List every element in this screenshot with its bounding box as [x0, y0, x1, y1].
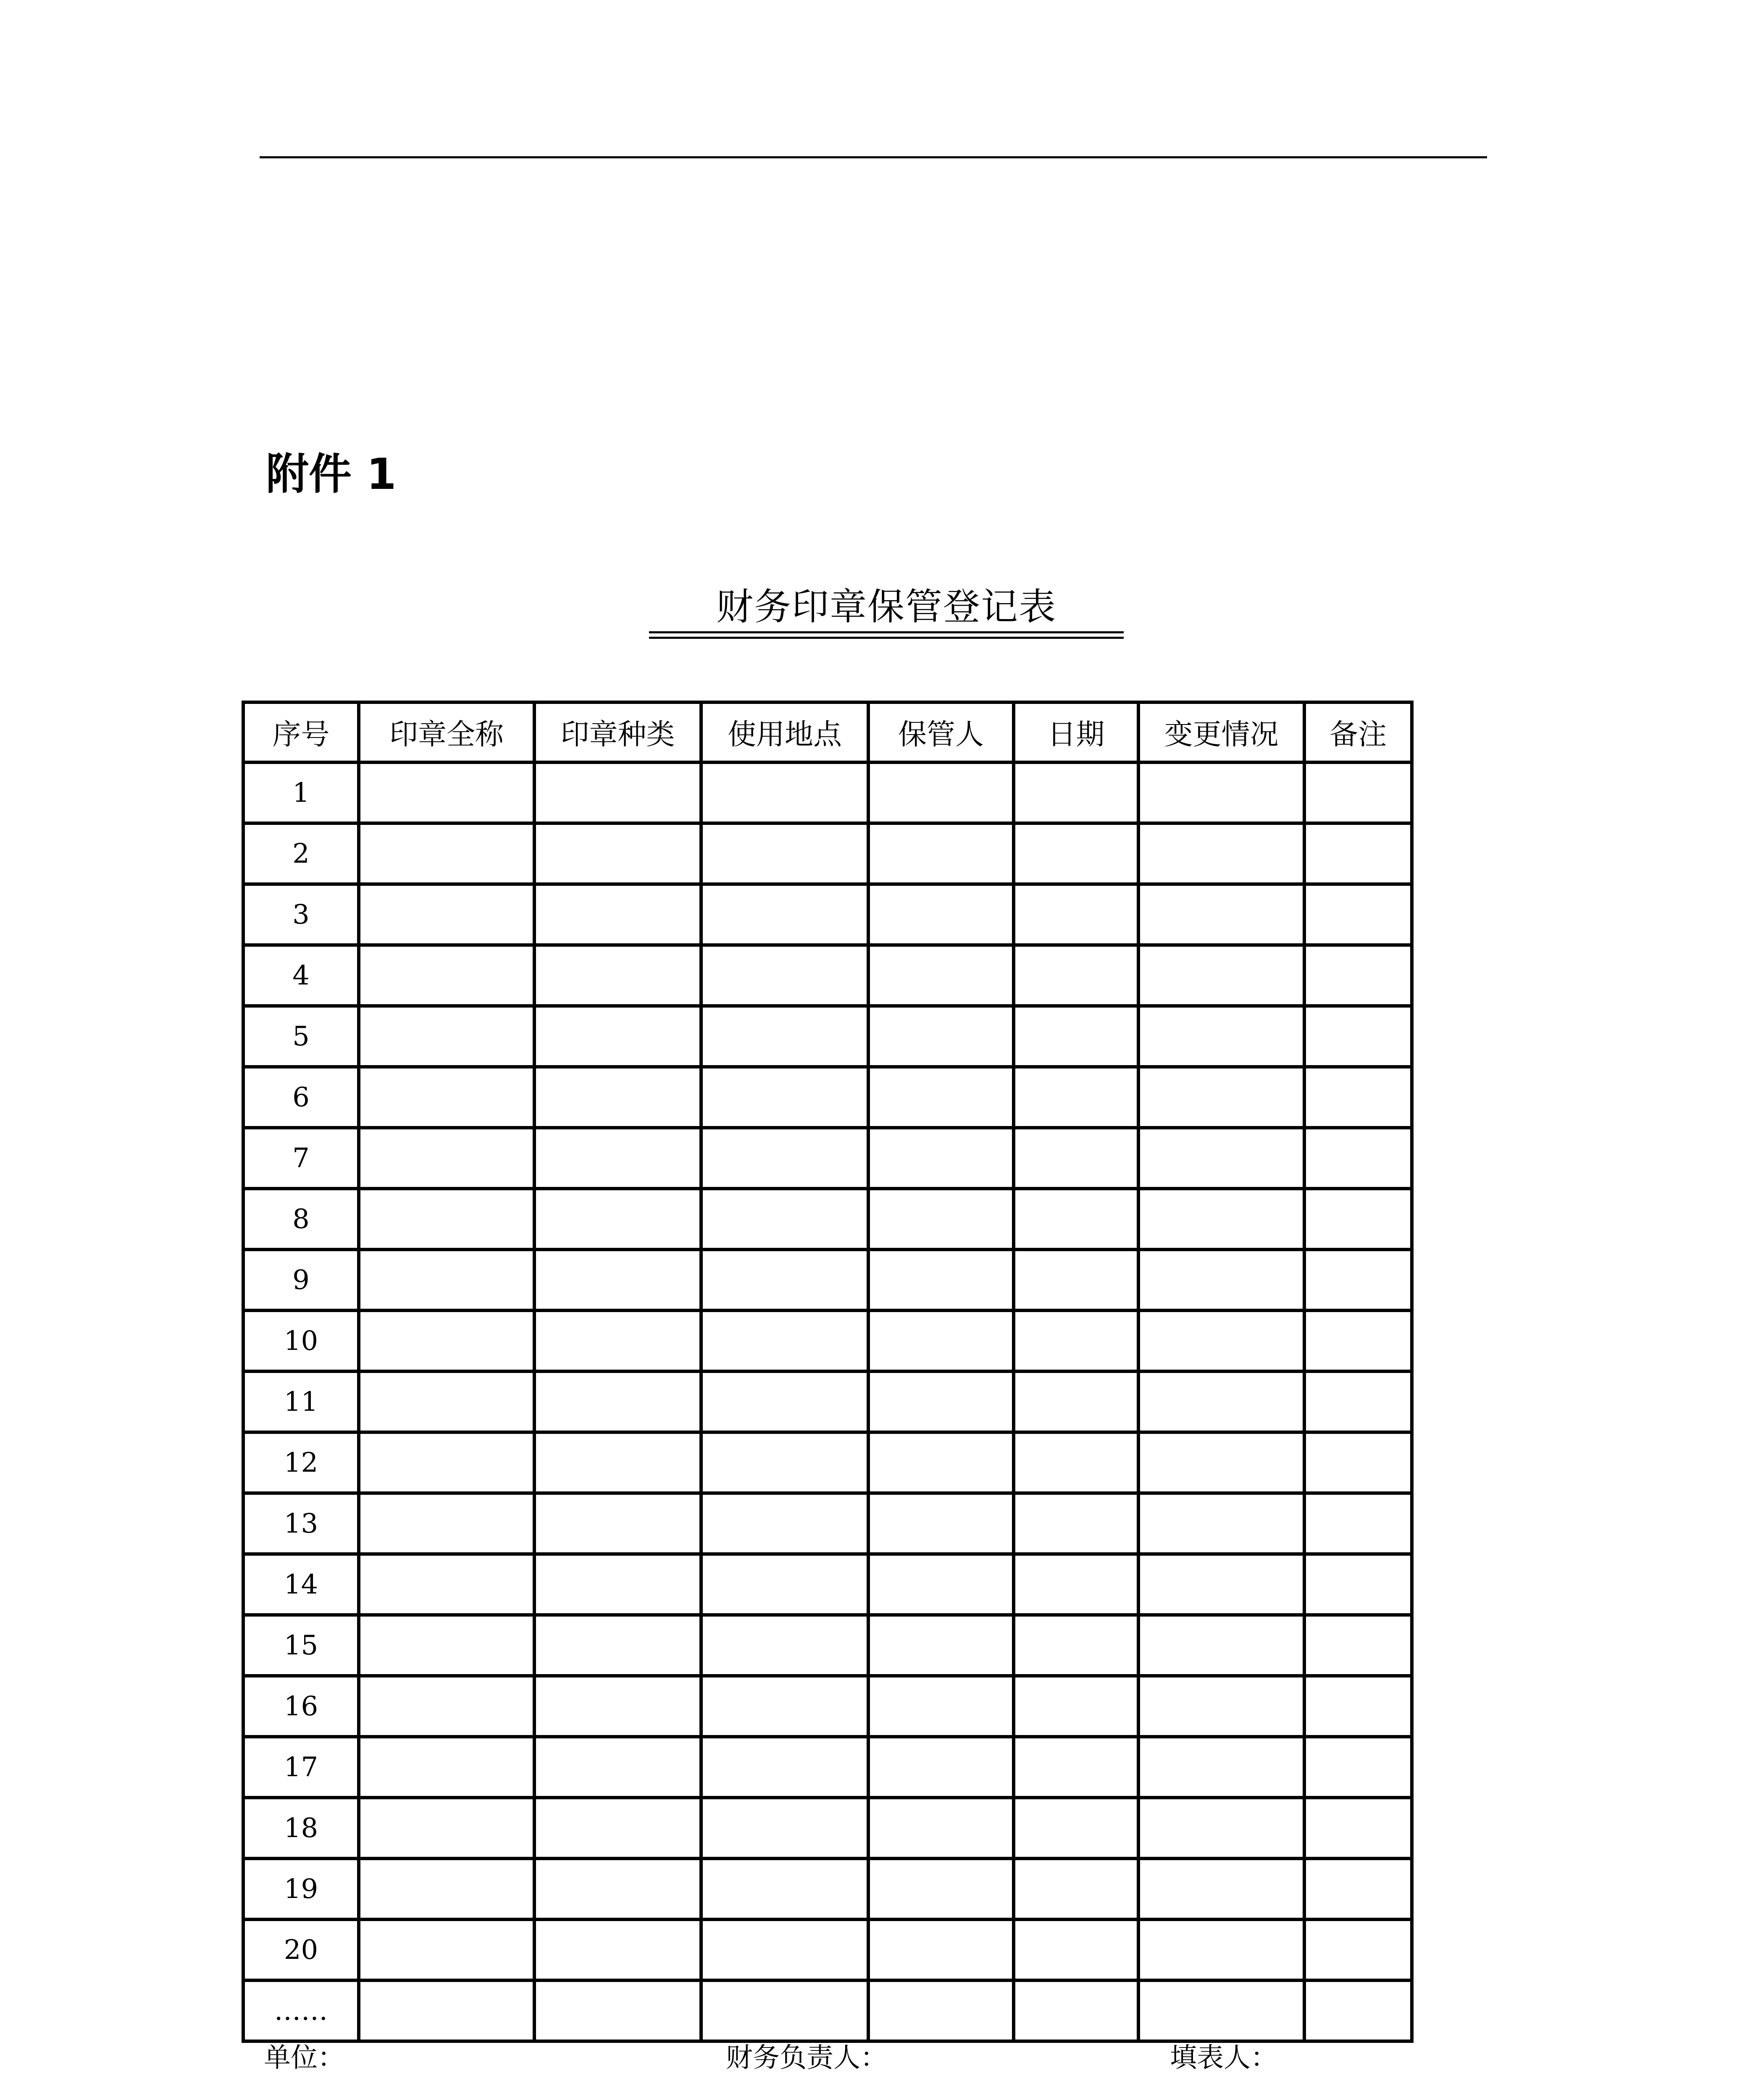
table-cell — [359, 1128, 534, 1189]
table-cell — [1138, 1432, 1304, 1493]
table-cell — [359, 1737, 534, 1798]
table-cell — [534, 1615, 701, 1676]
table-cell — [868, 1432, 1014, 1493]
table-cell — [534, 1128, 701, 1189]
row-index-cell: 8 — [243, 1189, 359, 1250]
table-cell — [701, 1615, 868, 1676]
table-cell — [701, 1371, 868, 1432]
table-cell — [868, 1006, 1014, 1067]
table-cell — [1304, 762, 1412, 823]
table-cell — [1014, 884, 1138, 945]
table-cell — [1304, 1980, 1412, 2041]
table-cell — [359, 945, 534, 1006]
table-cell — [359, 1919, 534, 1980]
table-cell — [359, 823, 534, 884]
table-cell — [1014, 1250, 1138, 1310]
table-cell — [1138, 1493, 1304, 1554]
row-index-cell: 5 — [243, 1006, 359, 1067]
table-row — [243, 1189, 1412, 1250]
table-cell — [1304, 1006, 1412, 1067]
table-cell — [534, 1676, 701, 1737]
table-cell — [1138, 1128, 1304, 1189]
table-cell — [868, 1189, 1014, 1250]
table-cell — [868, 1858, 1014, 1919]
table-cell — [534, 1737, 701, 1798]
table-cell — [534, 1006, 701, 1067]
table-cell — [534, 884, 701, 945]
table-cell — [1014, 1128, 1138, 1189]
table-row — [243, 1676, 1412, 1737]
table-cell — [701, 1189, 868, 1250]
form-title: 财务印章保管登记表 — [716, 585, 1056, 628]
table-cell — [534, 945, 701, 1006]
table-cell — [1304, 1676, 1412, 1737]
table-row — [243, 1128, 1412, 1189]
table-cell — [359, 1798, 534, 1858]
column-header-custodian: 保管人 — [868, 702, 1014, 762]
table-cell — [534, 1189, 701, 1250]
table-row — [243, 1980, 1412, 2041]
row-index-cell: 7 — [243, 1128, 359, 1189]
table-cell — [1304, 1737, 1412, 1798]
table-cell — [1138, 1006, 1304, 1067]
table-cell — [868, 945, 1014, 1006]
table-cell — [1138, 1858, 1304, 1919]
table-body — [243, 762, 1412, 2041]
table-cell — [701, 945, 868, 1006]
table-cell — [359, 884, 534, 945]
table-cell — [1138, 1554, 1304, 1615]
table-cell — [1014, 1371, 1138, 1432]
table-cell — [868, 823, 1014, 884]
table-cell — [359, 1189, 534, 1250]
table-cell — [868, 1493, 1014, 1554]
table-cell — [534, 1371, 701, 1432]
table-cell — [1014, 1006, 1138, 1067]
table-cell — [1138, 1371, 1304, 1432]
finance-head-field-label: 财务负责人： — [726, 2042, 887, 2074]
table-cell — [868, 1615, 1014, 1676]
row-index-cell: 9 — [243, 1250, 359, 1310]
table-cell — [1304, 1858, 1412, 1919]
table-cell — [359, 1554, 534, 1615]
table-cell — [359, 1371, 534, 1432]
table-cell — [1138, 1067, 1304, 1128]
table-cell — [1304, 1554, 1412, 1615]
table-cell — [359, 1250, 534, 1310]
table-cell — [1138, 1737, 1304, 1798]
table-cell — [534, 762, 701, 823]
table-cell — [1304, 1493, 1412, 1554]
row-index-cell: 1 — [243, 762, 359, 823]
table-cell — [1138, 945, 1304, 1006]
table-cell — [1138, 1189, 1304, 1250]
row-index-cell: 16 — [243, 1676, 359, 1737]
table-cell — [1304, 1067, 1412, 1128]
table-cell — [359, 1493, 534, 1554]
table-cell — [534, 1250, 701, 1310]
table-cell — [868, 762, 1014, 823]
table-cell — [1138, 1919, 1304, 1980]
unit-field-label: 单位： — [264, 2042, 344, 2074]
table-cell — [534, 1919, 701, 1980]
table-row — [243, 1919, 1412, 1980]
table-cell — [868, 884, 1014, 945]
table-cell — [701, 1858, 868, 1919]
table-row — [243, 1615, 1412, 1676]
row-index-cell: 18 — [243, 1798, 359, 1858]
table-cell — [868, 1067, 1014, 1128]
table-cell — [1304, 1189, 1412, 1250]
table-cell — [701, 884, 868, 945]
table-cell — [534, 1493, 701, 1554]
table-cell — [868, 1310, 1014, 1371]
table-cell — [1138, 1310, 1304, 1371]
table-cell — [701, 1310, 868, 1371]
table-cell — [1138, 1250, 1304, 1310]
column-header-changes: 变更情况 — [1138, 702, 1304, 762]
table-cell — [534, 1798, 701, 1858]
table-cell — [701, 1006, 868, 1067]
table-row — [243, 762, 1412, 823]
table-cell — [359, 1676, 534, 1737]
table-cell — [1014, 1189, 1138, 1250]
table-cell — [534, 1554, 701, 1615]
row-index-cell: 10 — [243, 1310, 359, 1371]
table-cell — [1014, 1067, 1138, 1128]
table-row — [243, 1554, 1412, 1615]
table-header-row — [243, 702, 1412, 762]
table-cell — [868, 1128, 1014, 1189]
row-index-cell: 12 — [243, 1432, 359, 1493]
header-rule — [260, 156, 1487, 158]
table-cell — [359, 762, 534, 823]
table-cell — [701, 1067, 868, 1128]
table-row — [243, 1737, 1412, 1798]
table-cell — [1304, 1615, 1412, 1676]
table-cell — [359, 1310, 534, 1371]
table-cell — [701, 1737, 868, 1798]
table-cell — [534, 823, 701, 884]
row-index-cell: 14 — [243, 1554, 359, 1615]
table-cell — [701, 1554, 868, 1615]
form-title-underline — [649, 631, 1124, 633]
table-cell — [701, 823, 868, 884]
column-header-seal-full-name: 印章全称 — [359, 702, 534, 762]
table-row — [243, 1493, 1412, 1554]
table-row — [243, 1798, 1412, 1858]
table-row — [243, 1858, 1412, 1919]
table-cell — [701, 762, 868, 823]
table-cell — [868, 1676, 1014, 1737]
table-row — [243, 1310, 1412, 1371]
table-row — [243, 1432, 1412, 1493]
table-cell — [868, 1250, 1014, 1310]
table-cell — [359, 1006, 534, 1067]
table-cell — [1304, 1432, 1412, 1493]
table-cell — [1014, 762, 1138, 823]
table-cell — [1304, 1310, 1412, 1371]
row-index-cell: 6 — [243, 1067, 359, 1128]
table-cell — [1014, 1858, 1138, 1919]
table-cell — [534, 1432, 701, 1493]
table-cell — [1014, 1493, 1138, 1554]
table-cell — [1304, 823, 1412, 884]
row-index-cell: 15 — [243, 1615, 359, 1676]
table-cell — [534, 1310, 701, 1371]
row-index-cell: 2 — [243, 823, 359, 884]
table-cell — [1138, 823, 1304, 884]
table-cell — [1014, 945, 1138, 1006]
seal-register-table — [242, 701, 1414, 2043]
table-cell — [359, 1980, 534, 2041]
table-row — [243, 1067, 1412, 1128]
table-row — [243, 1371, 1412, 1432]
table-cell — [359, 1615, 534, 1676]
table-cell — [868, 1371, 1014, 1432]
table-cell — [534, 1858, 701, 1919]
table-cell — [1014, 1310, 1138, 1371]
row-index-cell: 11 — [243, 1371, 359, 1432]
attachment-label: 附件 1 — [266, 449, 397, 499]
table-row — [243, 1250, 1412, 1310]
filler-field-label: 填表人： — [1170, 2042, 1277, 2074]
row-index-cell: …… — [243, 1980, 359, 2041]
table-cell — [1014, 1798, 1138, 1858]
table-cell — [1014, 823, 1138, 884]
table-cell — [1138, 1615, 1304, 1676]
table-cell — [701, 1919, 868, 1980]
table-cell — [1138, 1676, 1304, 1737]
table-cell — [359, 1432, 534, 1493]
table-cell — [1138, 1798, 1304, 1858]
table-row — [243, 945, 1412, 1006]
table-cell — [1138, 762, 1304, 823]
table-cell — [1138, 884, 1304, 945]
table-cell — [1304, 1250, 1412, 1310]
row-index-cell: 17 — [243, 1737, 359, 1798]
table-cell — [868, 1737, 1014, 1798]
column-header-date: 日期 — [1014, 702, 1138, 762]
table-cell — [701, 1798, 868, 1858]
table-cell — [701, 1128, 868, 1189]
table-cell — [701, 1493, 868, 1554]
row-index-cell: 13 — [243, 1493, 359, 1554]
column-header-remarks: 备注 — [1304, 702, 1412, 762]
table-cell — [868, 1798, 1014, 1858]
form-title-double-underline — [649, 637, 1124, 639]
table-cell — [1304, 1371, 1412, 1432]
table-cell — [868, 1919, 1014, 1980]
table-cell — [359, 1858, 534, 1919]
table-cell — [1304, 884, 1412, 945]
table-cell — [868, 1554, 1014, 1615]
table-cell — [1014, 1554, 1138, 1615]
table-cell — [359, 1067, 534, 1128]
table-cell — [701, 1432, 868, 1493]
row-index-cell: 19 — [243, 1858, 359, 1919]
table-cell — [1304, 945, 1412, 1006]
table-cell — [868, 1980, 1014, 2041]
table-cell — [1014, 1432, 1138, 1493]
table-cell — [1014, 1919, 1138, 1980]
table-row — [243, 1006, 1412, 1067]
table-cell — [701, 1250, 868, 1310]
column-header-seal-type: 印章种类 — [534, 702, 701, 762]
table-cell — [1304, 1798, 1412, 1858]
column-header-usage-location: 使用地点 — [701, 702, 868, 762]
table-cell — [1304, 1128, 1412, 1189]
table-cell — [534, 1980, 701, 2041]
table-cell — [534, 1067, 701, 1128]
table-cell — [1304, 1919, 1412, 1980]
table-cell — [1014, 1676, 1138, 1737]
row-index-cell: 3 — [243, 884, 359, 945]
table-cell — [1014, 1615, 1138, 1676]
table-cell — [701, 1980, 868, 2041]
row-index-cell: 4 — [243, 945, 359, 1006]
table-row — [243, 823, 1412, 884]
table-cell — [1014, 1980, 1138, 2041]
column-header-index: 序号 — [243, 702, 359, 762]
table-row — [243, 884, 1412, 945]
table-cell — [1138, 1980, 1304, 2041]
table-cell — [1014, 1737, 1138, 1798]
table-cell — [701, 1676, 868, 1737]
row-index-cell: 20 — [243, 1919, 359, 1980]
